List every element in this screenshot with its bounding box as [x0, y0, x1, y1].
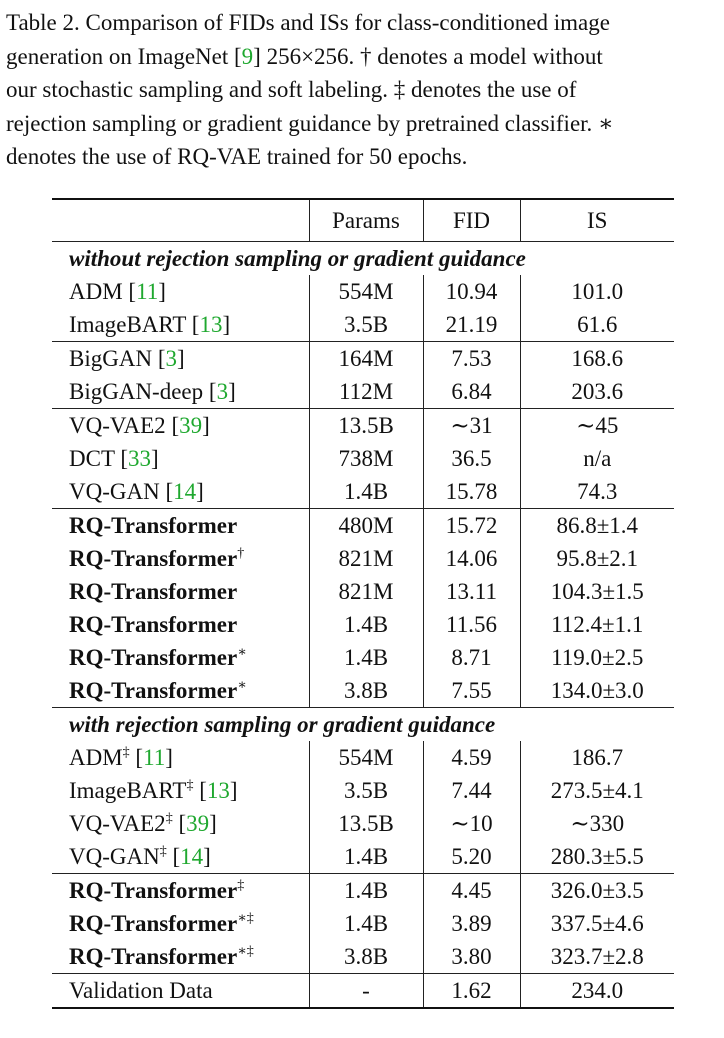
table-row	[52, 275, 674, 308]
caption-line-2-text-b: ] 256×256. † denotes a model without	[253, 43, 603, 69]
model-name: RQ-Transformer	[69, 546, 238, 571]
model-footnote-mark: †	[237, 546, 245, 561]
model-footnote-mark: ∗‡	[237, 911, 254, 926]
citation-link[interactable]: 39	[186, 811, 210, 836]
params-cell: 554M	[309, 275, 423, 308]
is-cell: 104.3±1.5	[550, 579, 644, 604]
caption-line-2	[6, 40, 718, 74]
table-header-row	[52, 199, 674, 242]
params-cell: 1.4B	[309, 840, 423, 874]
is-cell: 112.4±1.1	[551, 612, 644, 637]
fid-cell: 15.72	[423, 509, 520, 543]
header-model	[52, 199, 309, 242]
params-cell: -	[309, 974, 423, 1009]
is-cell: 323.7±2.8	[550, 944, 644, 969]
model-cell	[52, 542, 309, 575]
params-cell: 1.4B	[309, 907, 423, 940]
fid-cell: 3.80	[423, 940, 520, 974]
model-name: VQ-VAE2	[69, 413, 166, 438]
is-cell: 119.0±2.5	[551, 645, 644, 670]
results-table-container	[52, 198, 674, 1009]
header-fid: FID	[423, 199, 520, 242]
model-cell	[52, 874, 309, 908]
model-name: RQ-Transformer	[69, 645, 238, 670]
fid-cell: 10.94	[423, 275, 520, 308]
model-footnote-mark: ‡	[122, 745, 130, 760]
model-name: Validation Data	[52, 974, 309, 1009]
fid-cell: 4.45	[423, 874, 520, 908]
is-cell: 234.0	[520, 974, 674, 1009]
caption-line-5: denotes the use of RQ-VAE trained for 50 epochs.	[6, 144, 468, 170]
model-cell: VQ-GAN‡ [14]	[52, 840, 309, 874]
model-cell: ImageBART‡ [13]	[52, 774, 309, 807]
citation-link[interactable]: 9	[241, 43, 254, 69]
model-name: ImageBART	[69, 312, 187, 337]
fid-cell: 21.19	[423, 308, 520, 342]
fid-cell: ∼31	[423, 409, 520, 443]
model-name: RQ-Transformer	[69, 612, 238, 637]
table-row	[52, 375, 674, 409]
citation-link[interactable]: 11	[143, 745, 166, 770]
model-cell: DCT [33]	[52, 442, 309, 475]
model-name: RQ-Transformer	[69, 911, 238, 936]
model-cell: BigGAN [3]	[52, 342, 309, 376]
params-cell: 1.4B	[309, 608, 423, 641]
fid-cell: 4.59	[423, 741, 520, 774]
table-row	[52, 907, 674, 940]
citation-link[interactable]: 39	[179, 413, 203, 438]
table-row	[52, 940, 674, 974]
params-cell: 821M	[309, 542, 423, 575]
citation-link[interactable]: 13	[206, 778, 230, 803]
caption-line-4: rejection sampling or gradient guidance by pretrained classifier. ∗	[6, 110, 614, 136]
params-cell: 3.8B	[309, 940, 423, 974]
caption-line-2-text-a: generation on ImageNet [	[6, 43, 242, 69]
fid-cell: 11.56	[423, 608, 520, 641]
results-table-body	[52, 199, 674, 1008]
model-cell	[52, 509, 309, 543]
params-cell: 13.5B	[309, 409, 423, 443]
model-name: BigGAN	[69, 346, 153, 371]
model-footnote-mark: ∗	[237, 645, 247, 660]
fid-cell: 3.89	[423, 907, 520, 940]
model-cell	[52, 907, 309, 940]
is-cell: 134.0±3.0	[550, 678, 644, 703]
model-name: RQ-Transformer	[69, 944, 238, 969]
params-cell: 1.4B	[309, 874, 423, 908]
model-name: VQ-GAN	[69, 479, 160, 504]
model-cell: ADM‡ [11]	[52, 741, 309, 774]
model-cell: VQ-VAE2‡ [39]	[52, 807, 309, 840]
table-row	[52, 874, 674, 908]
fid-cell: 13.11	[423, 575, 520, 608]
model-footnote-mark: ‡	[186, 778, 194, 793]
params-cell: 13.5B	[309, 807, 423, 840]
params-cell: 480M	[309, 509, 423, 543]
citation-link[interactable]: 14	[180, 844, 204, 869]
citation-link[interactable]: 13	[199, 312, 223, 337]
fid-cell: 36.5	[423, 442, 520, 475]
model-cell	[52, 674, 309, 708]
caption-line-1: Table 2. Comparison of FIDs and ISs for class-conditioned image	[6, 10, 610, 35]
section-title: with rejection sampling or gradient guidance	[52, 708, 674, 742]
table-row	[52, 475, 674, 509]
model-cell: VQ-GAN [14]	[52, 475, 309, 509]
model-name: BigGAN-deep	[69, 379, 204, 404]
params-cell: 164M	[309, 342, 423, 376]
fid-cell: 7.44	[423, 774, 520, 807]
model-name: ADM	[69, 745, 123, 770]
params-cell: 821M	[309, 575, 423, 608]
is-cell: 280.3±5.5	[550, 844, 644, 869]
citation-link[interactable]: 14	[173, 479, 197, 504]
is-cell: 61.6	[577, 312, 618, 337]
is-cell: 86.8±1.4	[520, 509, 674, 543]
validation-row	[52, 974, 674, 1009]
citation-link[interactable]: 11	[136, 279, 159, 304]
model-name: RQ-Transformer	[69, 579, 238, 604]
model-name: RQ-Transformer	[69, 513, 238, 538]
model-cell: VQ-VAE2 [39]	[52, 409, 309, 443]
table-row	[52, 674, 674, 708]
model-name: RQ-Transformer	[69, 678, 238, 703]
is-cell: 273.5±4.1	[550, 778, 644, 803]
table-row	[52, 542, 674, 575]
table-row	[52, 509, 674, 543]
fid-cell: 5.20	[423, 840, 520, 874]
model-footnote-mark: ∗	[237, 678, 247, 693]
params-cell: 554M	[309, 741, 423, 774]
table-row	[52, 342, 674, 376]
section-title: without rejection sampling or gradient guidance	[52, 242, 674, 276]
is-cell: n/a	[583, 446, 612, 471]
is-cell: ∼45	[520, 409, 674, 443]
table-row	[52, 774, 674, 807]
model-name: VQ-GAN	[69, 844, 160, 869]
model-footnote-mark: ‡	[237, 878, 245, 893]
model-footnote-mark: ‡	[165, 811, 173, 826]
model-name: DCT	[69, 446, 115, 471]
fid-cell: 7.55	[423, 674, 520, 708]
table-row	[52, 409, 674, 443]
model-name: RQ-Transformer	[69, 878, 238, 903]
fid-cell: 14.06	[423, 542, 520, 575]
fid-cell: ∼10	[423, 807, 520, 840]
params-cell: 1.4B	[309, 475, 423, 509]
results-table	[52, 198, 674, 1009]
citation-link[interactable]: 3	[216, 379, 229, 404]
fid-cell: 7.53	[423, 342, 520, 376]
model-cell	[52, 608, 309, 641]
is-cell: 168.6	[520, 342, 674, 376]
table-row	[52, 840, 674, 874]
header-is: IS	[520, 199, 674, 242]
is-cell: 337.5±4.6	[550, 911, 644, 936]
model-name: ADM	[69, 279, 123, 304]
fid-cell: 6.84	[423, 375, 520, 409]
fid-cell: 8.71	[423, 641, 520, 674]
model-cell	[52, 575, 309, 608]
model-name: VQ-VAE2	[69, 811, 166, 836]
fid-cell: 15.78	[423, 475, 520, 509]
citation-link[interactable]: 33	[128, 446, 152, 471]
params-cell: 3.8B	[309, 674, 423, 708]
model-footnote-mark: ∗‡	[237, 944, 254, 959]
fid-cell: 1.62	[423, 974, 520, 1009]
table-row	[52, 608, 674, 641]
table-row	[52, 641, 674, 674]
section-header-row	[52, 242, 674, 276]
params-cell: 112M	[309, 375, 423, 409]
is-cell: 326.0±3.5	[520, 874, 674, 908]
table-row	[52, 741, 674, 774]
is-cell: 101.0	[571, 279, 624, 304]
model-cell	[52, 641, 309, 674]
params-cell: 1.4B	[309, 641, 423, 674]
params-cell: 738M	[309, 442, 423, 475]
model-cell: ADM [11]	[52, 275, 309, 308]
is-cell: 203.6	[571, 379, 624, 404]
model-cell: BigGAN-deep [3]	[52, 375, 309, 409]
params-cell: 3.5B	[309, 774, 423, 807]
model-cell	[52, 940, 309, 974]
table-row	[52, 575, 674, 608]
header-params: Params	[309, 199, 423, 242]
section-header-row	[52, 708, 674, 742]
is-cell: 186.7	[571, 745, 624, 770]
citation-link[interactable]: 3	[165, 346, 177, 371]
table-caption	[6, 6, 718, 174]
table-row	[52, 807, 674, 840]
model-footnote-mark: ‡	[159, 844, 167, 859]
model-cell: ImageBART [13]	[52, 308, 309, 342]
table-row	[52, 308, 674, 342]
table-row	[52, 442, 674, 475]
params-cell: 3.5B	[309, 308, 423, 342]
is-cell: ∼330	[570, 811, 625, 836]
model-name: ImageBART	[69, 778, 187, 803]
is-cell: 74.3	[577, 479, 618, 504]
is-cell: 95.8±2.1	[556, 546, 639, 571]
caption-line-3: our stochastic sampling and soft labeling. ‡ denotes the use of	[6, 77, 577, 103]
